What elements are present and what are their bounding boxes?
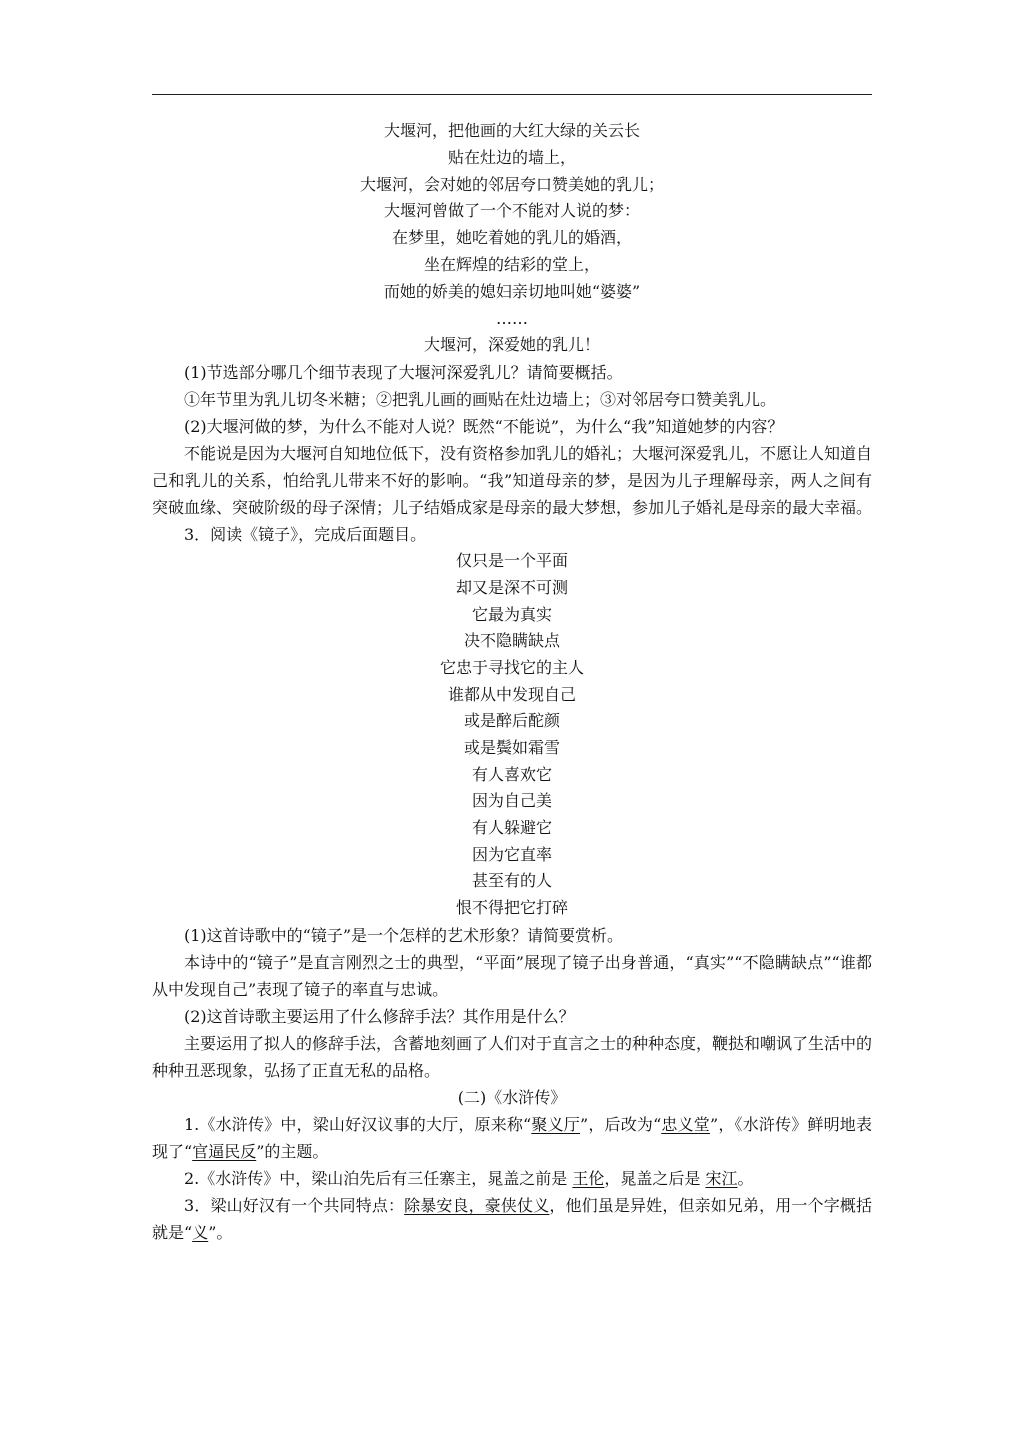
poem-line: 贴在灶边的墙上， xyxy=(447,147,576,167)
answer-blank: 聚义厅 xyxy=(531,1114,580,1134)
answer-blank: 王伦 xyxy=(572,1168,605,1188)
item-text: ，晁盖之后是 xyxy=(604,1168,706,1188)
poem-line: 大堰河，把他画的大红大绿的关云长 xyxy=(383,121,640,140)
poem-line: 在梦里，她吃着她的乳儿的婚酒， xyxy=(391,228,632,248)
item-text: 3．梁山好汉有一个共同特点： xyxy=(184,1195,405,1215)
answer-4: 主要运用了拟人的修辞手法，含蓄地刻画了人们对于直言之士的种种态度，鞭挞和嘲讽了生活中的种种丑恶现象，弘扬了正直无私的品格。 xyxy=(152,1033,873,1080)
answer-blank: 官逼民反 xyxy=(192,1141,257,1161)
poem-line: 有人喜欢它 xyxy=(471,764,552,784)
poem-line: 甚至有的人 xyxy=(471,871,552,891)
answer-1: ①年节里为乳儿切冬米糖；②把乳儿画的画贴在灶边墙上；③对邻居夸口赞美乳儿。 xyxy=(184,390,777,410)
poem-line: 大堰河，深爱她的乳儿！ xyxy=(423,335,600,355)
task-3-heading: 3．阅读《镜子》，完成后面题目。 xyxy=(184,525,427,545)
item-text: ”的主题。 xyxy=(256,1141,329,1161)
answer-blank: 义 xyxy=(192,1222,209,1242)
question-4: (2)这首诗歌主要运用了什么修辞手法？其作用是什么？ xyxy=(184,1006,575,1026)
answer-blank: 宋江 xyxy=(705,1168,738,1188)
poem-dayanhe xyxy=(152,118,872,359)
section-heading-shuihu: (二)《水浒传》 xyxy=(457,1087,567,1107)
poem-line: 或是鬓如霜雪 xyxy=(463,737,560,757)
poem-line: 却又是深不可测 xyxy=(455,577,568,597)
poem-line: 而她的娇美的媳妇亲切地叫她“婆婆” xyxy=(383,281,641,301)
poem-line: 恨不得把它打碎 xyxy=(455,898,568,918)
poem-line: 仅只是一个平面 xyxy=(455,551,568,571)
item-text: 1.《水浒传》中，梁山好汉议事的大厅，原来称“ xyxy=(184,1114,532,1134)
answer-blank: 忠义堂 xyxy=(661,1114,710,1134)
poem-line: 大堰河曾做了一个不能对人说的梦： xyxy=(383,201,640,221)
page-content xyxy=(152,118,872,1246)
shuihu-item-3 xyxy=(152,1192,872,1246)
shuihu-item-2 xyxy=(152,1165,872,1192)
poem-line: 它忠于寻找它的主人 xyxy=(439,657,584,677)
header-rule xyxy=(152,94,872,95)
poem-line: 坐在辉煌的结彩的堂上， xyxy=(423,254,600,274)
poem-line: 决不隐瞒缺点 xyxy=(463,631,560,651)
question-2: (2)大堰河做的梦，为什么不能对人说？既然“不能说”，为什么“我”知道她梦的内容？ xyxy=(184,417,784,437)
item-text: 2.《水浒传》中，梁山泊先后有三任寨主，晁盖之前是 xyxy=(184,1168,573,1188)
shuihu-item-1 xyxy=(152,1111,872,1165)
answer-3: 本诗中的“镜子”是直言刚烈之士的典型，“平面”展现了镜子出身普通，“真实”“不隐瞒缺点”“谁都从中发现自己”表现了镜子的率直与忠诚。 xyxy=(152,952,872,999)
poem-line: 因为它直率 xyxy=(471,844,552,864)
item-text: 。 xyxy=(737,1168,754,1188)
poem-line: 有人躲避它 xyxy=(471,818,552,838)
poem-line: 或是醉后酡颜 xyxy=(463,711,560,731)
answer-2: 不能说是因为大堰河自知地位低下，没有资格参加乳儿的婚礼；大堰河深爱乳儿，不愿让人知道自己和乳儿的关系，怕给乳儿带来不好的影响。“我”知道母亲的梦，是因为儿子理解母亲，两人之间有突破血缘、突破阶级的母子深情；儿子结婚成家是母亲的最大梦想，参加儿子婚礼是母亲的最大幸福。 xyxy=(152,444,873,518)
poem-line: 因为自己美 xyxy=(471,791,552,811)
question-3: (1)这首诗歌中的“镜子”是一个怎样的艺术形象？请简要赏析。 xyxy=(184,925,624,945)
poem-ellipsis: …… xyxy=(496,308,528,328)
poem-line: 它最为真实 xyxy=(471,604,552,624)
item-text: ”，后改为“ xyxy=(579,1114,662,1134)
question-1: (1)节选部分哪几个细节表现了大堰河深爱乳儿？请简要概括。 xyxy=(184,363,623,383)
poem-line: 大堰河，会对她的邻居夸口赞美她的乳儿； xyxy=(359,174,664,194)
item-text: ，他们虽是异姓，但亲如兄弟，用一个字概括就是“ xyxy=(152,1195,872,1242)
poem-line: 谁都从中发现自己 xyxy=(447,684,576,704)
item-text: ”。 xyxy=(208,1222,233,1242)
answer-blank: 除暴安良，豪侠仗义 xyxy=(404,1195,550,1215)
poem-mirror xyxy=(152,548,872,922)
item-text: ”，《水浒传》鲜明地表现了“ xyxy=(152,1114,872,1161)
